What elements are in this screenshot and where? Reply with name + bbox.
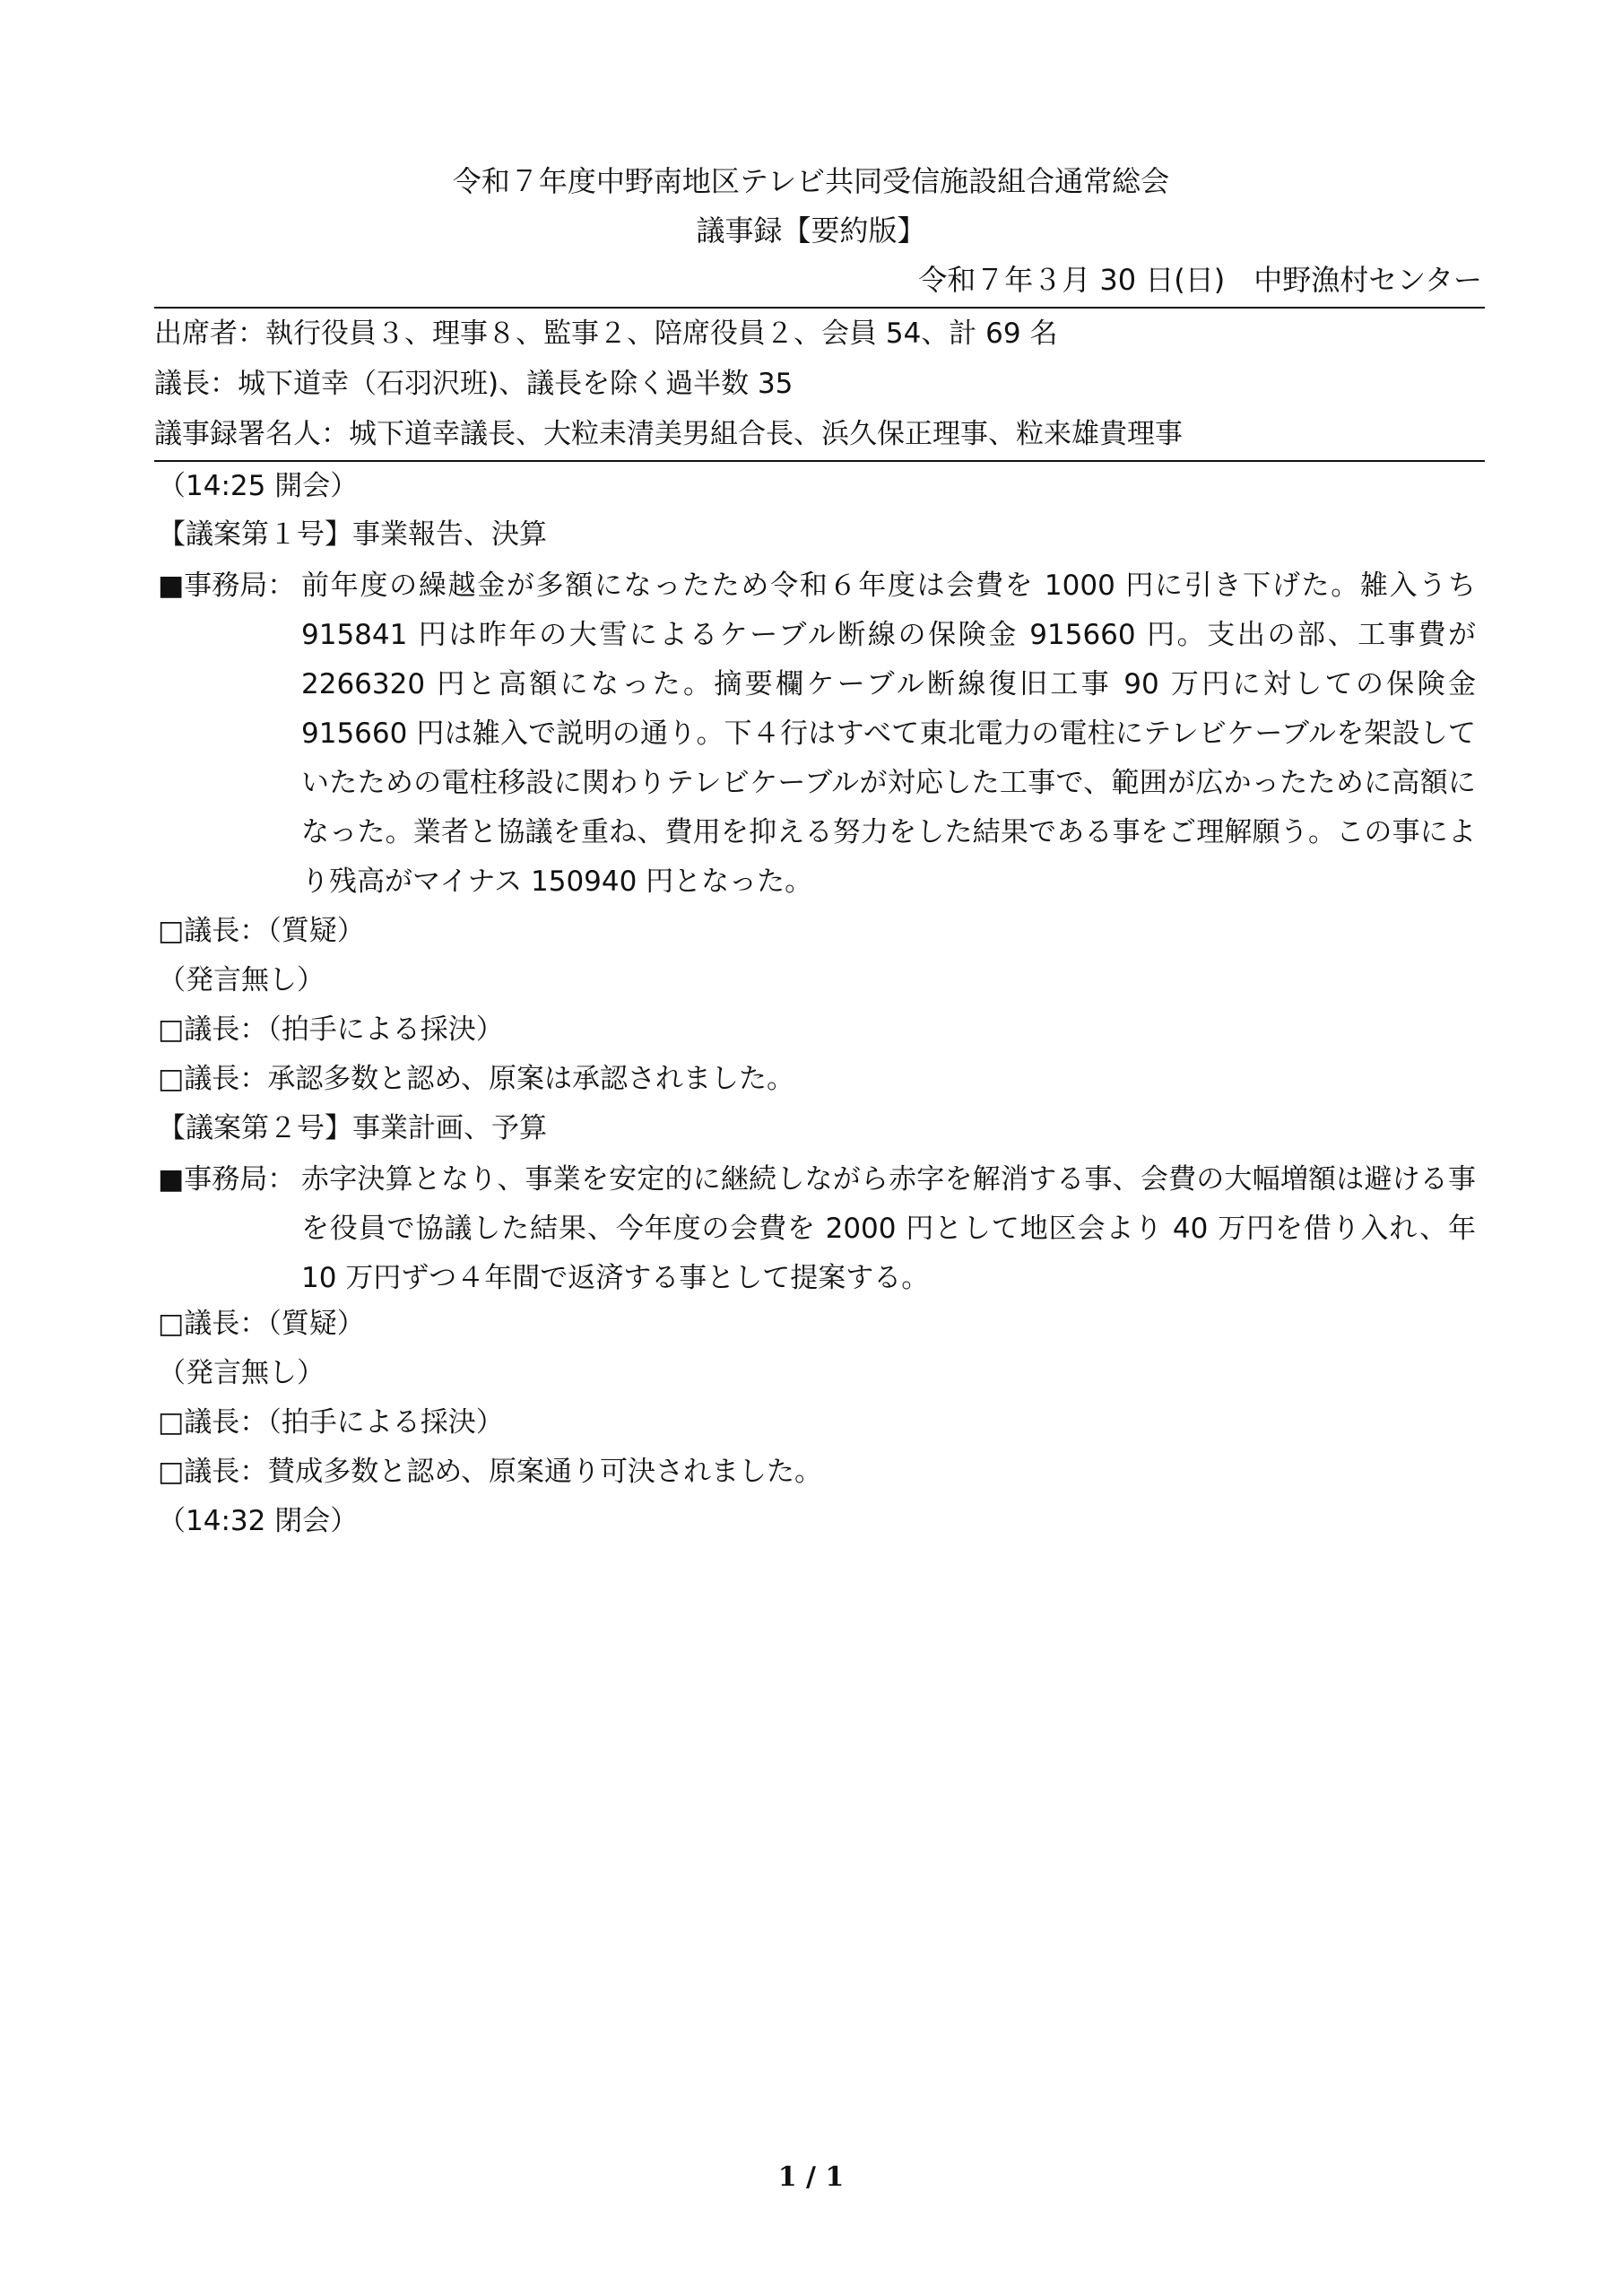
signatories-line: 議事録署名人：城下道幸議長、大粒耒清美男組合長、浜久保正理事、粒来雄貴理事 bbox=[154, 418, 1183, 450]
agenda1-no-comment: （発言無し） bbox=[158, 964, 325, 996]
agenda1-chair-vote: □議長：（拍手による採決） bbox=[158, 1013, 504, 1046]
secretariat-label: ■事務局： bbox=[158, 1163, 296, 1196]
document-subtitle: 議事録【要約版】 bbox=[696, 213, 926, 248]
chair-line: 議長：城下道幸（石羽沢班)、議長を除く過半数 35 bbox=[154, 368, 794, 400]
agenda2-no-comment: （発言無し） bbox=[158, 1357, 325, 1389]
agenda1-chair-result: □議長：承認多数と認め、原案は承認されました。 bbox=[158, 1063, 795, 1095]
close-time: （14:32 閉会） bbox=[158, 1505, 359, 1537]
page-number: 1 / 1 bbox=[777, 2161, 845, 2193]
attendees-line: 出席者：執行役員３、理事８、監事２、陪席役員２、会員 54、計 69 名 bbox=[154, 317, 1058, 350]
agenda1-chair-question: □議長：（質疑） bbox=[158, 915, 365, 947]
meeting-date-venue: 令和７年３月 30 日(日) 中野漁村センター bbox=[918, 263, 1482, 297]
secretariat-text: 赤字決算となり、事業を安定的に継続しながら赤字を解消する事、会費の大幅増額は避ける事を役員で協議した結果、今年度の会費を 2000 円として地区会より 40 万円を借り入れ、年 10 万円ずつ４年間で返済する事として提案する。 bbox=[301, 1163, 1476, 1294]
secretariat-label: ■事務局： bbox=[158, 570, 296, 602]
agenda2-chair-question: □議長：（質疑） bbox=[158, 1308, 365, 1340]
agenda1-heading: 【議案第１号】事業報告、決算 bbox=[158, 518, 547, 551]
agenda2-chair-result: □議長：賛成多数と認め、原案通り可決されました。 bbox=[158, 1456, 823, 1488]
open-time: （14:25 開会） bbox=[158, 470, 359, 502]
secretariat-text: 前年度の繰越金が多額になったため令和６年度は会費を 1000 円に引き下げた。雑入うち 915841 円は昨年の大雪によるケーブル断線の保険金 915660 円。支出の部、工事費が 2266320 円と高額になった。摘要欄ケーブル断線復旧工事 90 万円に対しての保険金 915660 円は雑入で説明の通り。下４行はすべて東北電力の電柱にテレビケーブルを架設していたための電柱移設に関わりテレビケーブルが対応した工事で、範囲が広かったために高額になった。業者と協議を重ね、費用を抑える努力をした結果である事をご理解願う。この事により残高がマイナス 150940 円となった。 bbox=[301, 570, 1476, 898]
document-title: 令和７年度中野南地区テレビ共同受信施設組合通常総会 bbox=[452, 164, 1170, 198]
agenda2-heading: 【議案第２号】事業計画、予算 bbox=[158, 1112, 547, 1144]
agenda2-chair-vote: □議長：（拍手による採決） bbox=[158, 1406, 504, 1439]
top-rule bbox=[154, 307, 1485, 309]
bottom-rule bbox=[154, 460, 1485, 462]
